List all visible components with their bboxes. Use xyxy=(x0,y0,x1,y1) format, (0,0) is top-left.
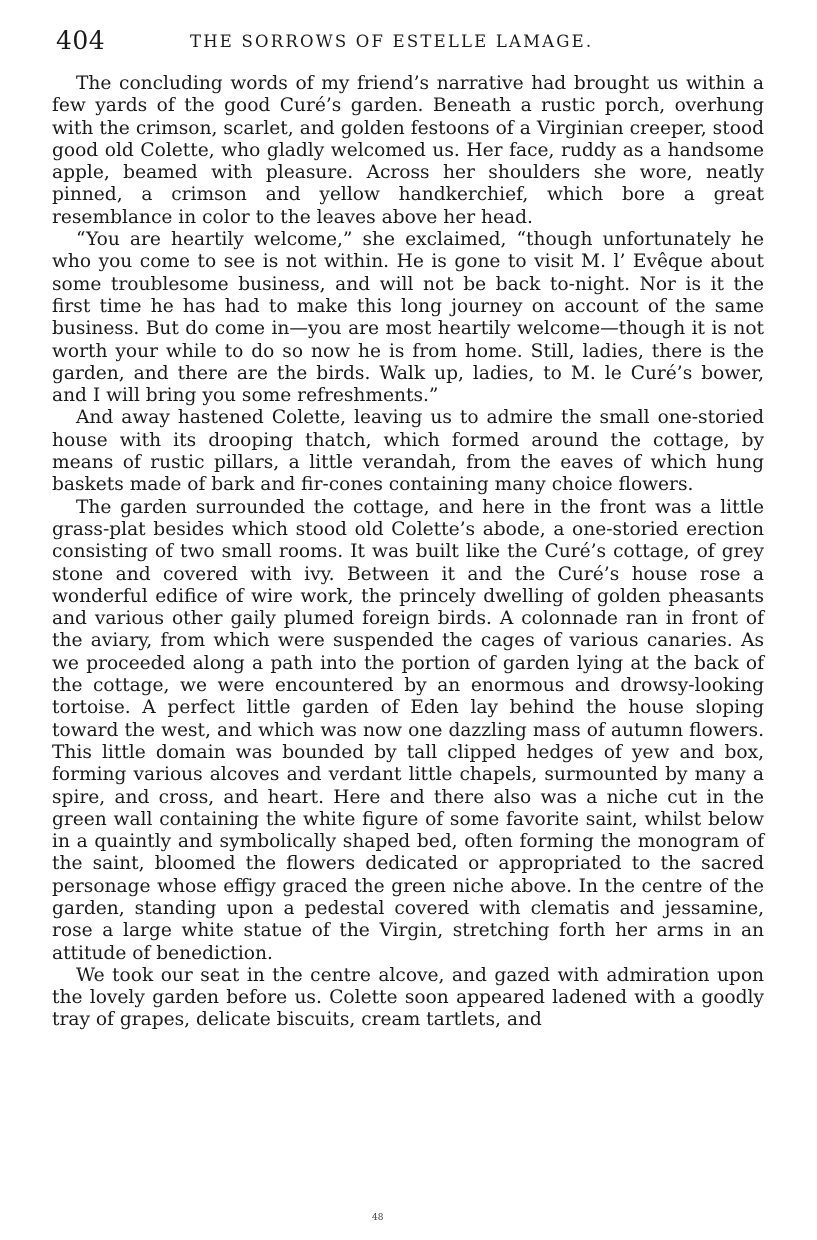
footer-mark: 48 xyxy=(372,1213,384,1223)
paragraph: “You are heartily welcome,” she exclaimed, “though unfortunately he who you come to see is not within. He is gone to visit M. l’ Evêque about some troublesome business, and will not be back to-night. Nor is it the first time he has had to make this long journey on account of the same business. But do come in—you are most heartily welcome—though it is not worth your while to do so now he is from home. Still, ladies, there is the garden, and there are the birds. Walk up, ladies, to M. le Curé’s bower, and I will bring you some refreshments.” xyxy=(52,229,764,407)
paragraph: And away hastened Colette, leaving us to admire the small one-storied house with its drooping thatch, which formed around the cottage, by means of rustic pillars, a little verandah, from the eaves of which hung baskets made of bark and fir-cones containing many choice flowers. xyxy=(52,407,764,496)
page-number: 404 xyxy=(56,26,106,55)
running-title: THE SORROWS OF ESTELLE LAMAGE. xyxy=(190,32,594,51)
body-text xyxy=(52,73,764,1032)
paragraph: The concluding words of my friend’s narrative had brought us within a few yards of the good Curé’s garden. Beneath a rustic porch, overhung with the crimson, scarlet, and golden festoons of a Virginian creeper, stood good old Colette, who gladly welcomed us. Her face, ruddy as a handsome apple, beamed with pleasure. Across her shoulders she wore, neatly pinned, a crimson and yellow handkerchief, which bore a great resemblance in color to the leaves above her head. xyxy=(52,73,764,228)
page-header xyxy=(56,26,764,58)
paragraph: We took our seat in the centre alcove, and gazed with admiration upon the lovely garden before us. Colette soon appeared ladened with a goodly tray of grapes, delicate biscuits, cream tartlets, and xyxy=(52,964,764,1031)
paragraph: The garden surrounded the cottage, and here in the front was a little grass-plat besides which stood old Colette’s abode, a one-storied erection consisting of two small rooms. It was built like the Curé’s cottage, of grey stone and covered with ivy. Between it and the Curé’s house rose a wonderful edifice of wire work, the princely dwelling of golden pheasants and various other gaily plumed foreign birds. A colonnade ran in front of the aviary, from which were suspended the cages of various canaries. As we proceeded along a path into the portion of garden lying at the back of the cottage, we were encountered by an enormous and drowsy-looking tortoise. A perfect little garden of Eden lay behind the house sloping toward the west, and which was now one dazzling mass of autumn flowers. This little domain was bounded by tall clipped hedges of yew and box, forming various alcoves and verdant little chapels, surmounted by many a spire, and cross, and heart. Here and there also was a niche cut in the green wall containing the white figure of some favorite saint, whilst below in a quaintly and symbolically shaped bed, often forming the monogram of the saint, bloomed the flowers dedicated or appropriated to the sacred personage whose effigy graced the green niche above. In the centre of the garden, standing upon a pedestal covered with clematis and jessamine, rose a large white statue of the Virgin, stretching forth her arms in an attitude of benediction. xyxy=(52,496,764,964)
